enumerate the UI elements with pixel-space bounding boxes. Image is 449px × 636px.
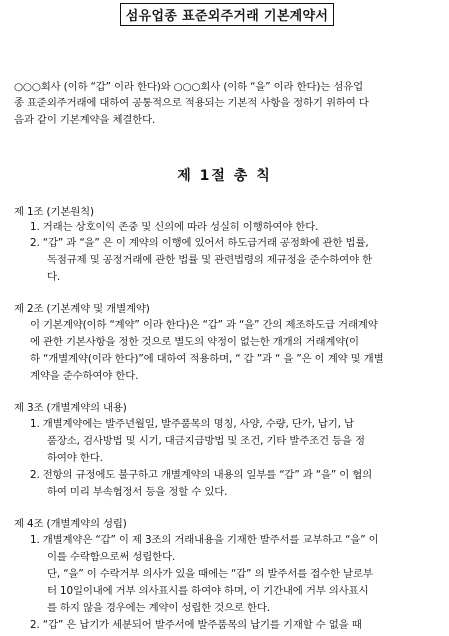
article-line: 단, “을” 이 수락거부 의사가 있을 때에는 “갑” 의 발주서를 접수한 날로부 — [47, 568, 373, 580]
article-line: 품장소, 검사방법 및 시기, 대금지급방법 및 조건, 기타 발주조건 등을 정 — [47, 435, 365, 447]
article-line: 하여야 한다. — [47, 452, 103, 464]
article-line: 2. 전항의 규정에도 불구하고 개별계약의 내용의 일부를 “갑” 과 “을” 이 협의 — [30, 469, 373, 481]
article-line: 2. “갑” 과 “을” 은 이 계약의 이행에 있어서 하도급거래 공정화에 관한 법률, — [30, 237, 369, 249]
article-heading: 제 1조 (기본원칙) — [14, 206, 94, 218]
article-line: 2. “갑” 은 납기가 세분되어 발주서에 발주품목의 납기를 기재할 수 없을 때 — [30, 619, 362, 631]
document-title: 섬유업종 표준외주거래 기본계약서 — [120, 3, 334, 26]
preamble-line: 음과 같이 기본계약을 체결한다. — [14, 114, 156, 126]
preamble-line: ○○○회사 (이하 “갑” 이라 한다)와 ○○○회사 (이하 “을” 이라 한다)는 섬유업 — [14, 81, 363, 93]
article-heading: 제 4조 (개별계약의 성립) — [14, 518, 127, 530]
article-line: 계약을 준수하여야 한다. — [30, 370, 139, 382]
article-line: 하 “개별계약(이라 한다)”에 대하여 적용하며, “ 갑 ”과 “ 을 ”은 이 계약 및 개별 — [30, 353, 384, 365]
article-line: 이를 수락함으로써 성립한다. — [47, 551, 176, 563]
article-line: 이 기본계약(이하 “계약” 이라 한다)은 “갑” 과 “을” 간의 제조하도급 거래계약 — [30, 319, 378, 331]
article-line: 를 하지 않을 경우에는 계약이 성립한 것으로 한다. — [47, 602, 270, 614]
article-line: 에 관한 기본사항을 정한 것으로 별도의 약정이 없는한 개개의 거래계약(이 — [30, 336, 359, 348]
article-line: 독점규제 및 공정거래에 관한 법률 및 관련법령의 제규정을 준수하여야 한 — [47, 254, 372, 266]
article-line: 하여 미리 부속협정서 등을 정할 수 있다. — [47, 486, 228, 498]
preamble-line: 종 표준외주거래에 대하여 공통적으로 적용되는 기본적 사항을 정하기 위하여 다 — [14, 97, 369, 109]
article-heading: 제 2조 (기본계약 및 개별계약) — [14, 303, 150, 315]
article-line: 1. 개별계약에는 발주년월일, 발주품목의 명칭, 사양, 수량, 단가, 납기, 납 — [30, 418, 354, 430]
chapter-title: 제 1절 총 칙 — [177, 168, 272, 184]
article-line: 터 10일이내에 거부 의사표시를 하여야 하며, 이 기간내에 거부 의사표시 — [47, 585, 369, 597]
article-line: 다. — [47, 271, 61, 283]
article-heading: 제 3조 (개별계약의 내용) — [14, 402, 127, 414]
article-line: 1. 개별계약은 “갑” 이 제 3조의 거래내용을 기재한 발주서를 교부하고 “을” 이 — [30, 534, 379, 546]
article-line: 1. 거래는 상호이익 존중 및 신의에 따라 성실히 이행하여야 한다. — [30, 221, 319, 233]
